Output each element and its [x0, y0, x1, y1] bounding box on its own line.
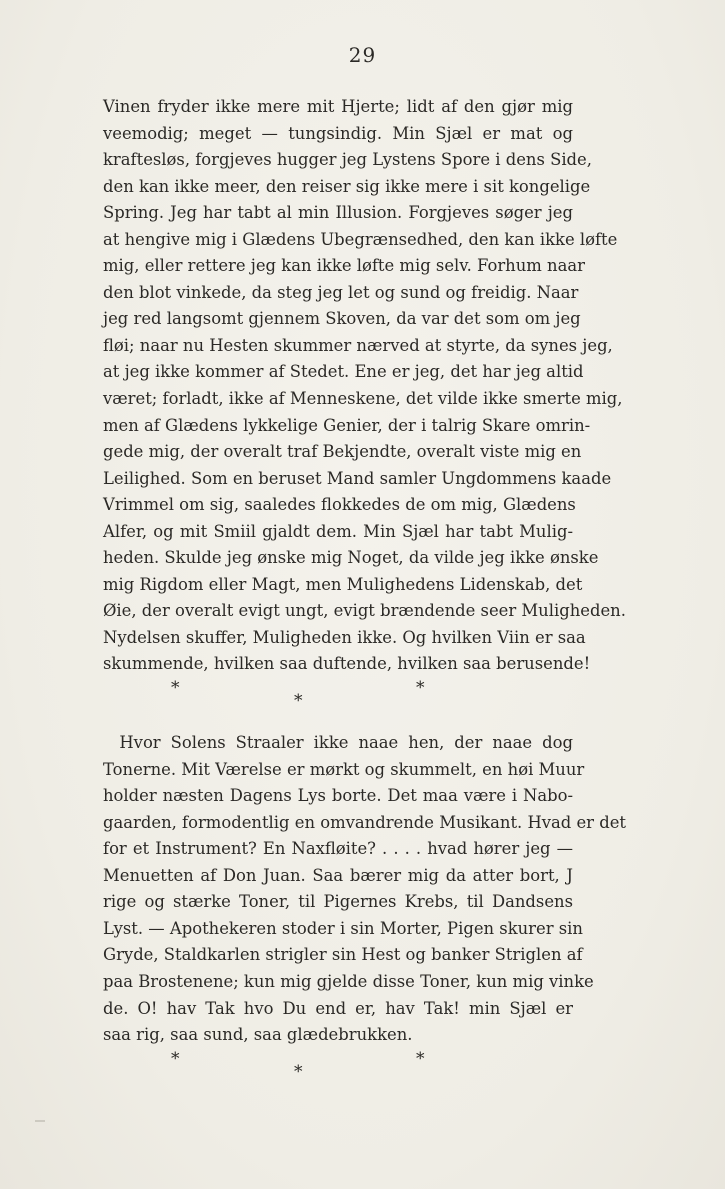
text-line: været; forladt, ikke af Menneskene, det vilde ikke smerte mig, [103, 389, 623, 409]
text-line: Nydelsen skuffer, Muligheden ikke. Og hvilken Viin er saa [103, 627, 586, 647]
text-line: gede mig, der overalt traf Bekjendte, overalt viste mig en [103, 442, 582, 462]
asterisk: * [171, 1048, 180, 1069]
text-line: jeg red langsomt gjennem Skoven, da var det som om jeg [103, 309, 581, 329]
text-line: paa Brostenene; kun mig gjelde disse Toner, kun mig vinke [103, 971, 594, 991]
section-divider [103, 680, 573, 724]
text-line: for et Instrument? En Naxfløite? . . . . hvad hører jeg — [103, 839, 573, 859]
text-line: kraftesløs, forgjeves hugger jeg Lystens Spore i dens Side, [103, 150, 592, 170]
asterisk: * [416, 1048, 425, 1069]
text-line: Tonerne. Mit Værelse er mørkt og skummelt, en høi Muur [103, 759, 585, 779]
text-line: rige og stærke Toner, til Pigernes Krebs, til Dandsens [103, 892, 573, 912]
text-line: Spring. Jeg har tabt al min Illusion. Forgjeves søger jeg [103, 203, 573, 223]
text-line: den blot vinkede, da steg jeg let og sund og freidig. Naar [103, 282, 579, 302]
text-line: saa rig, saa sund, saa glædebrukken. [103, 1025, 413, 1045]
asterisk: * [294, 1061, 303, 1082]
text-block [103, 94, 627, 1089]
text-line: den kan ikke meer, den reiser sig ikke mere i sit kongelige [103, 176, 591, 196]
text-line: Leilighed. Som en beruset Mand samler Ungdommens kaade [103, 468, 612, 488]
asterisk: * [416, 678, 425, 699]
text-line: Menuetten af Don Juan. Saa bærer mig da atter bort, J [103, 865, 573, 885]
text-line: mig, eller rettere jeg kan ikke løfte mig selv. Forhum naar [103, 256, 585, 276]
text-line: heden. Skulde jeg ønske mig Noget, da vilde jeg ikke ønske [103, 548, 599, 568]
asterisk: * [294, 691, 303, 712]
section-divider [103, 1049, 573, 1089]
text-line: at hengive mig i Glædens Ubegrænsedhed, den kan ikke løfte [103, 229, 618, 249]
text-line: gaarden, formodentlig en omvandrende Musikant. Hvad er det [103, 812, 627, 832]
text-line: Øie, der overalt evigt ungt, evigt brændende seer Muligheden. [103, 601, 626, 621]
text-line: Vinen fryder ikke mere mit Hjerte; lidt af den gjør mig [103, 97, 573, 116]
text-line: Gryde, Staldkarlen strigler sin Hest og banker Striglen af [103, 945, 583, 965]
paper-mark [35, 1120, 45, 1122]
paragraph-1 [103, 94, 626, 678]
text-line: veemodig; meget — tungsindig. Min Sjæl er mat og [103, 123, 573, 143]
text-line: at jeg ikke kommer af Stedet. Ene er jeg, det har jeg altid [103, 362, 584, 382]
text-line: mig Rigdom eller Magt, men Mulighedens Lidenskab, det [103, 574, 583, 594]
asterisk: * [171, 678, 180, 699]
text-line: holder næsten Dagens Lys borte. Det maa være i Nabo- [103, 786, 573, 806]
text-line: Lyst. — Apothekeren stoder i sin Morter, Pigen skurer sin [103, 918, 583, 938]
paragraph-2 [103, 730, 627, 1049]
text-line: Alfer, og mit Smiil gjaldt dem. Min Sjæl har tabt Mulig- [103, 521, 573, 541]
text-line: Hvor Solens Straaler ikke naae hen, der naae dog [119, 733, 573, 753]
page-number: 29 [348, 43, 377, 67]
text-line: men af Glædens lykkelige Genier, der i talrig Skare omrin- [103, 415, 591, 435]
text-line: fløi; naar nu Hesten skummer nærved at styrte, da synes jeg, [103, 335, 613, 355]
text-line: skummende, hvilken saa duftende, hvilken saa berusende! [103, 654, 591, 674]
text-line: de. O! hav Tak hvo Du end er, hav Tak! min Sjæl er [103, 998, 573, 1018]
text-line: Vrimmel om sig, saaledes flokkedes de om mig, Glædens [103, 495, 576, 515]
